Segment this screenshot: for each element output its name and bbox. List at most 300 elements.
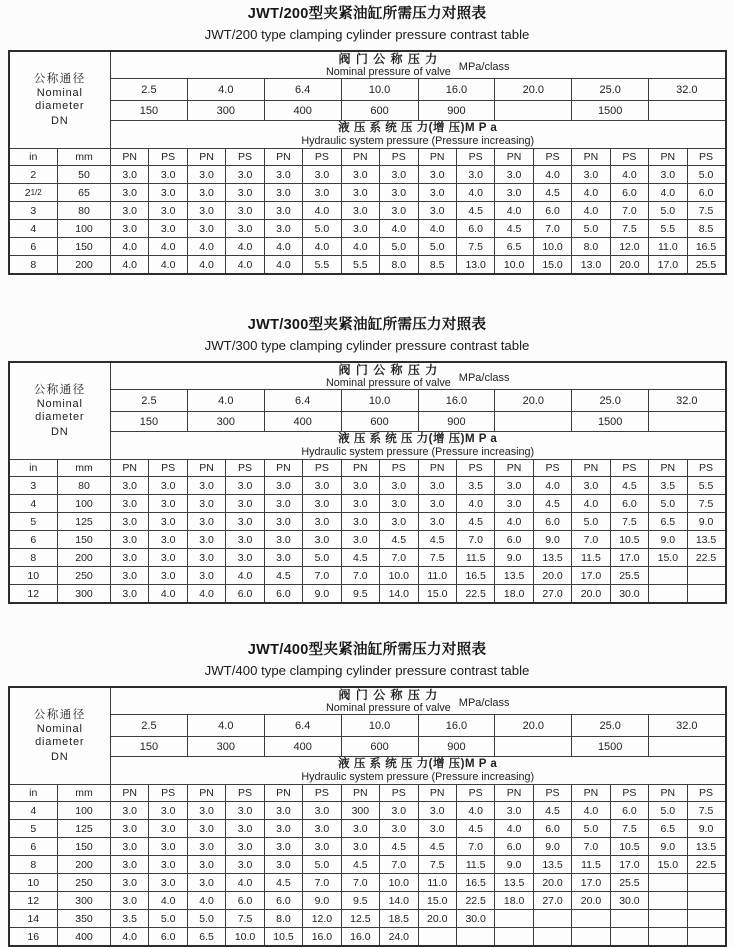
pressure-cell: 3.0 [187,856,225,874]
pressure-cell [649,928,687,947]
pressure-cell: 3.5 [111,910,149,928]
pressure-cell: 4.0 [187,892,225,910]
pressure-cell: 6.5 [649,820,687,838]
pressure-cell: 17.0 [649,256,687,275]
table-row [9,856,726,874]
column-header: PN [341,149,379,166]
size-in: 12 [9,892,58,910]
pressure-cell: 3.0 [264,838,302,856]
pressure-cell: 6.0 [533,820,571,838]
size-in: 5 [9,513,58,531]
pressure-cell: 3.0 [303,166,341,184]
size-in: 10 [9,874,58,892]
pressure-cell: 4.5 [533,184,571,202]
pressure-cell: 3.0 [341,477,379,495]
fraction-half: 1/2 [30,187,42,197]
pressure-cell: 3.0 [149,184,187,202]
pressure-cell: 12.5 [341,910,379,928]
column-header: PN [341,785,379,802]
pressure-cell: 4.0 [149,238,187,256]
pressure-cell: 3.0 [303,531,341,549]
size-mm: 350 [58,910,111,928]
pressure-cell: 6.0 [610,184,648,202]
column-header: PS [533,149,571,166]
pressure-cell: 3.0 [495,802,533,820]
pressure-cell: 4.0 [495,820,533,838]
pressure-cell: 3.0 [495,477,533,495]
pressure-cell [687,928,725,947]
table-row [9,202,726,220]
pressure-cell: 4.0 [187,585,225,604]
valve-pressure-text [326,688,451,714]
pressure-cell: 7.5 [418,856,456,874]
column-header: mm [58,149,111,166]
pressure-cell: 27.0 [533,892,571,910]
pressure-cell: 3.0 [418,513,456,531]
pressure-cell: 4.0 [456,802,494,820]
pressure-cell: 11.0 [418,567,456,585]
pressure-cell: 3.0 [149,856,187,874]
nominal-diameter-dn: DN [51,114,69,127]
pressure-cell: 3.0 [187,184,225,202]
hydraulic-pressure-en: Hydraulic system pressure (Pressure increasing) [301,771,535,783]
pressure-cell: 4.5 [264,874,302,892]
nominal-diameter-en-line1: Nominal [36,397,83,410]
pressure-cell: 3.0 [187,202,225,220]
pressure-cell: 3.0 [226,477,264,495]
pressure-cell: 9.0 [687,513,725,531]
valve-pressure-en: Nominal pressure of valve [325,702,451,714]
pressure-cell: 8.5 [687,220,725,238]
pressure-cell: 4.0 [649,184,687,202]
table-row [9,874,726,892]
pressure-cell: 14.0 [380,585,418,604]
pressure-cell: 17.0 [610,856,648,874]
column-header: PS [303,149,341,166]
class-value: 900 [418,101,495,121]
class-value: 600 [341,412,418,432]
pressure-value: 25.0 [572,79,649,101]
pressure-cell: 4.0 [111,238,149,256]
pressure-cell [649,585,687,604]
size-mm: 250 [58,874,111,892]
pressure-cell: 5.5 [649,220,687,238]
pressure-cell: 3.0 [264,477,302,495]
pressure-cell: 4.5 [341,549,379,567]
column-header: PS [380,460,418,477]
pressure-cell: 3.0 [572,477,610,495]
pressure-cell: 5.0 [303,220,341,238]
column-header: PN [111,785,149,802]
pressure-cell: 3.5 [649,477,687,495]
size-in: 3 [9,477,58,495]
valve-pressure-zh: 阀 门 公 称 压 力 [338,688,439,702]
pressure-cell: 3.0 [111,477,149,495]
pressure-cell: 3.0 [187,802,225,820]
pressure-cell: 10.0 [226,928,264,947]
pressure-cell: 5.5 [341,256,379,275]
pressure-cell: 4.0 [610,166,648,184]
pressure-cell: 3.0 [149,166,187,184]
pressure-cell: 3.0 [456,166,494,184]
pressure-cell [687,892,725,910]
pressure-cell: 4.0 [264,256,302,275]
pressure-cell: 3.0 [111,585,149,604]
pressure-cell: 3.0 [111,495,149,513]
class-value: 1500 [572,737,649,757]
pressure-cell: 3.0 [303,477,341,495]
size-mm: 150 [58,838,111,856]
table-title-zh: JWT/400型夹紧油缸所需压力对照表 [247,642,487,658]
column-header: PS [303,460,341,477]
class-value: 300 [187,737,264,757]
class-value: 150 [111,101,188,121]
pressure-cell: 13.5 [533,549,571,567]
pressure-cell [495,910,533,928]
pressure-cell: 5.0 [572,820,610,838]
valve-pressure-en: Nominal pressure of valve [325,66,451,78]
pressure-cell: 3.0 [111,531,149,549]
valve-pressure-header [111,687,726,715]
pressure-cell: 3.0 [149,513,187,531]
column-header: PS [149,149,187,166]
pressure-cell: 4.5 [610,477,648,495]
column-header: PN [649,785,687,802]
pressure-cell: 3.0 [149,567,187,585]
pressure-cell [649,567,687,585]
pressure-cell: 15.0 [533,256,571,275]
size-in: 6 [9,238,58,256]
table-row [9,184,726,202]
pressure-cell: 13.0 [456,256,494,275]
pressure-cell: 4.0 [303,202,341,220]
pressure-cell: 5.5 [303,256,341,275]
pressure-cell: 4.0 [111,928,149,947]
pressure-cell: 3.0 [149,202,187,220]
column-header: PN [111,149,149,166]
pressure-cell: 6.0 [533,202,571,220]
pressure-cell: 3.0 [226,820,264,838]
size-in: 6 [9,531,58,549]
pressure-cell: 11.5 [572,549,610,567]
size-in: 4 [9,495,58,513]
size-mm: 50 [58,166,111,184]
pressure-cell: 5.0 [572,220,610,238]
pressure-cell: 6.0 [495,838,533,856]
pressure-cell: 3.0 [264,166,302,184]
pressure-cell: 20.0 [572,585,610,604]
pressure-cell: 16.5 [456,567,494,585]
section-jwt200 [0,0,734,275]
pressure-cell: 6.0 [533,513,571,531]
column-header: PS [456,149,494,166]
column-header: PN [187,785,225,802]
pressure-cell: 3.0 [418,166,456,184]
pressure-cell: 3.0 [226,531,264,549]
column-header: mm [58,785,111,802]
pressure-cell: 5.0 [187,910,225,928]
nominal-diameter-en-line2: diameter [35,410,85,423]
pressure-cell: 3.0 [226,184,264,202]
class-value [495,737,572,757]
pressure-cell: 3.0 [226,220,264,238]
pressure-cell: 17.0 [572,567,610,585]
nominal-diameter-header [9,51,111,149]
pressure-cell: 3.0 [418,202,456,220]
pressure-cell: 7.0 [303,567,341,585]
pressure-cell: 5.5 [687,477,725,495]
valve-pressure-zh: 阀 门 公 称 压 力 [338,52,439,66]
pressure-cell: 14.0 [380,892,418,910]
size-mm: 80 [58,202,111,220]
table-row [9,256,726,275]
pressure-cell: 7.0 [380,856,418,874]
pressure-cell: 20.0 [610,256,648,275]
table-row [9,928,726,947]
valve-pressure-unit: MPa/class [458,61,510,73]
hydraulic-pressure-en: Hydraulic system pressure (Pressure increasing) [301,446,535,458]
nominal-diameter-header [9,362,111,460]
valve-pressure-text [326,52,451,78]
pressure-cell: 3.0 [380,513,418,531]
pressure-cell: 4.5 [456,513,494,531]
pressure-cell: 3.0 [226,166,264,184]
pressure-cell: 6.0 [149,928,187,947]
table-row [9,802,726,820]
pressure-cell: 3.0 [111,220,149,238]
pressure-cell: 3.0 [380,477,418,495]
pressure-cell: 7.5 [226,910,264,928]
table-title-en: JWT/200 type clamping cylinder pressure contrast table [204,27,530,42]
pressure-cell: 3.0 [264,802,302,820]
pressure-cell: 9.5 [341,585,379,604]
nominal-diameter-en-line1: Nominal [36,722,83,735]
pressure-cell: 6.0 [456,220,494,238]
pressure-cell: 7.5 [610,513,648,531]
pressure-cell: 7.0 [456,838,494,856]
table-row [9,567,726,585]
size-in: 4 [9,220,58,238]
pressure-cell: 9.0 [495,549,533,567]
pressure-cell: 4.0 [226,567,264,585]
pressure-cell: 3.0 [111,549,149,567]
pressure-cell: 3.0 [264,549,302,567]
pressure-cell: 3.0 [418,820,456,838]
pressure-cell: 9.5 [341,892,379,910]
table-title-zh: JWT/200型夹紧油缸所需压力对照表 [247,6,487,22]
pressure-cell: 5.0 [380,238,418,256]
column-header: PS [226,785,264,802]
pressure-value: 20.0 [495,715,572,737]
pressure-cell: 4.5 [533,495,571,513]
pressure-cell: 3.0 [111,838,149,856]
class-value [495,101,572,121]
pressure-cell: 7.0 [572,838,610,856]
pressure-cell: 4.0 [572,202,610,220]
pressure-value: 16.0 [418,79,495,101]
column-header: PN [572,785,610,802]
pressure-cell: 4.0 [303,238,341,256]
hydraulic-pressure-zh: 液 压 系 统 压 力(增 压)M P a [338,758,498,770]
pressure-cell: 12.0 [610,238,648,256]
size-mm: 400 [58,928,111,947]
column-header: PS [610,785,648,802]
column-header: PS [610,460,648,477]
nominal-diameter-zh: 公称通径 [33,708,86,721]
pressure-cell: 6.5 [187,928,225,947]
pressure-value: 20.0 [495,390,572,412]
pressure-cell: 3.0 [303,513,341,531]
pressure-cell: 4.0 [111,256,149,275]
column-header: PN [264,785,302,802]
column-header: PN [341,460,379,477]
pressure-cell: 4.5 [264,567,302,585]
nominal-diameter-en-line2: diameter [35,735,85,748]
pressure-cell: 3.0 [380,802,418,820]
pressure-cell: 3.0 [111,802,149,820]
pressure-cell [687,585,725,604]
pressure-value: 2.5 [111,715,188,737]
pressure-cell: 6.0 [610,802,648,820]
pressure-cell: 4.0 [495,513,533,531]
size-mm: 250 [58,567,111,585]
valve-pressure-en: Nominal pressure of valve [325,377,451,389]
pressure-cell: 12.0 [303,910,341,928]
class-value: 400 [264,737,341,757]
pressure-cell: 5.0 [649,802,687,820]
class-value [649,737,726,757]
pressure-cell: 11.5 [456,856,494,874]
size-mm: 100 [58,802,111,820]
nominal-diameter-header [9,687,111,785]
pressure-cell: 3.0 [303,820,341,838]
table-row [9,495,726,513]
pressure-cell: 3.0 [341,184,379,202]
pressure-cell: 3.0 [649,166,687,184]
pressure-cell: 9.0 [649,838,687,856]
pressure-value: 10.0 [341,79,418,101]
table-row [9,531,726,549]
class-value: 900 [418,412,495,432]
pressure-cell: 25.5 [610,874,648,892]
pressure-cell: 5.0 [149,910,187,928]
size-mm: 125 [58,513,111,531]
pressure-cell: 9.0 [649,531,687,549]
pressure-value: 25.0 [572,390,649,412]
pressure-cell: 8.0 [380,256,418,275]
table-row [9,238,726,256]
pressure-cell [610,910,648,928]
pressure-cell: 3.0 [572,166,610,184]
pressure-cell: 20.0 [572,892,610,910]
pressure-cell: 7.5 [687,495,725,513]
valve-pressure-wrap [111,363,725,389]
pressure-cell: 3.0 [341,838,379,856]
pressure-cell: 3.0 [149,531,187,549]
pressure-cell: 15.0 [418,585,456,604]
pressure-cell: 9.0 [533,531,571,549]
pressure-value: 32.0 [649,390,726,412]
pressure-cell: 5.0 [687,166,725,184]
pressure-cell: 6.5 [495,238,533,256]
pressure-cell: 15.0 [649,856,687,874]
pressure-cell: 8.0 [572,238,610,256]
size-in: 5 [9,820,58,838]
column-header: PN [264,149,302,166]
class-value: 150 [111,737,188,757]
pressure-cell: 3.0 [341,220,379,238]
pressure-cell: 3.0 [149,820,187,838]
column-header: PS [303,785,341,802]
pressure-value: 2.5 [111,390,188,412]
pressure-cell: 7.0 [533,220,571,238]
pressure-cell: 3.0 [187,567,225,585]
pressure-cell: 3.0 [264,856,302,874]
pressure-cell: 4.0 [456,184,494,202]
nominal-diameter-dn: DN [51,425,69,438]
pressure-cell: 25.5 [687,256,725,275]
pressure-value: 10.0 [341,390,418,412]
pressure-cell: 3.0 [187,495,225,513]
table-row [9,220,726,238]
valve-pressure-zh: 阀 门 公 称 压 力 [338,363,439,377]
column-header: PS [533,460,571,477]
pressure-cell: 3.0 [303,495,341,513]
pressure-cell: 3.0 [149,495,187,513]
pressure-cell: 3.0 [111,820,149,838]
pressure-cell [572,910,610,928]
column-header: PN [495,149,533,166]
size-in: 8 [9,549,58,567]
pressure-cell: 4.0 [572,184,610,202]
pressure-cell: 3.0 [264,220,302,238]
pressure-cell [610,928,648,947]
pressure-value: 25.0 [572,715,649,737]
class-value: 300 [187,412,264,432]
pressure-cell: 4.0 [187,256,225,275]
class-value [649,412,726,432]
pressure-cell: 16.0 [341,928,379,947]
pressure-cell: 4.0 [226,238,264,256]
pressure-cell [456,928,494,947]
pressure-cell: 10.0 [533,238,571,256]
class-value: 600 [341,737,418,757]
pressure-cell: 22.5 [456,892,494,910]
pressure-cell: 20.0 [533,874,571,892]
pressure-value: 4.0 [187,79,264,101]
valve-pressure-header [111,51,726,79]
pressure-cell: 5.0 [649,495,687,513]
pressure-cell: 7.5 [687,802,725,820]
pressure-cell: 3.0 [341,513,379,531]
nominal-diameter-en-line1: Nominal [36,86,83,99]
pressure-cell [533,928,571,947]
pressure-cell: 11.5 [456,549,494,567]
pressure-cell: 4.5 [495,220,533,238]
pressure-cell: 3.0 [380,184,418,202]
pressure-cell: 7.0 [341,567,379,585]
size-mm: 100 [58,220,111,238]
pressure-cell: 3.0 [418,477,456,495]
pressure-cell [572,928,610,947]
pressure-cell: 3.0 [111,874,149,892]
size-mm: 150 [58,531,111,549]
class-value: 300 [187,101,264,121]
pressure-cell [687,567,725,585]
pressure-cell: 3.0 [495,495,533,513]
pressure-cell: 3.0 [111,892,149,910]
column-header: mm [58,460,111,477]
